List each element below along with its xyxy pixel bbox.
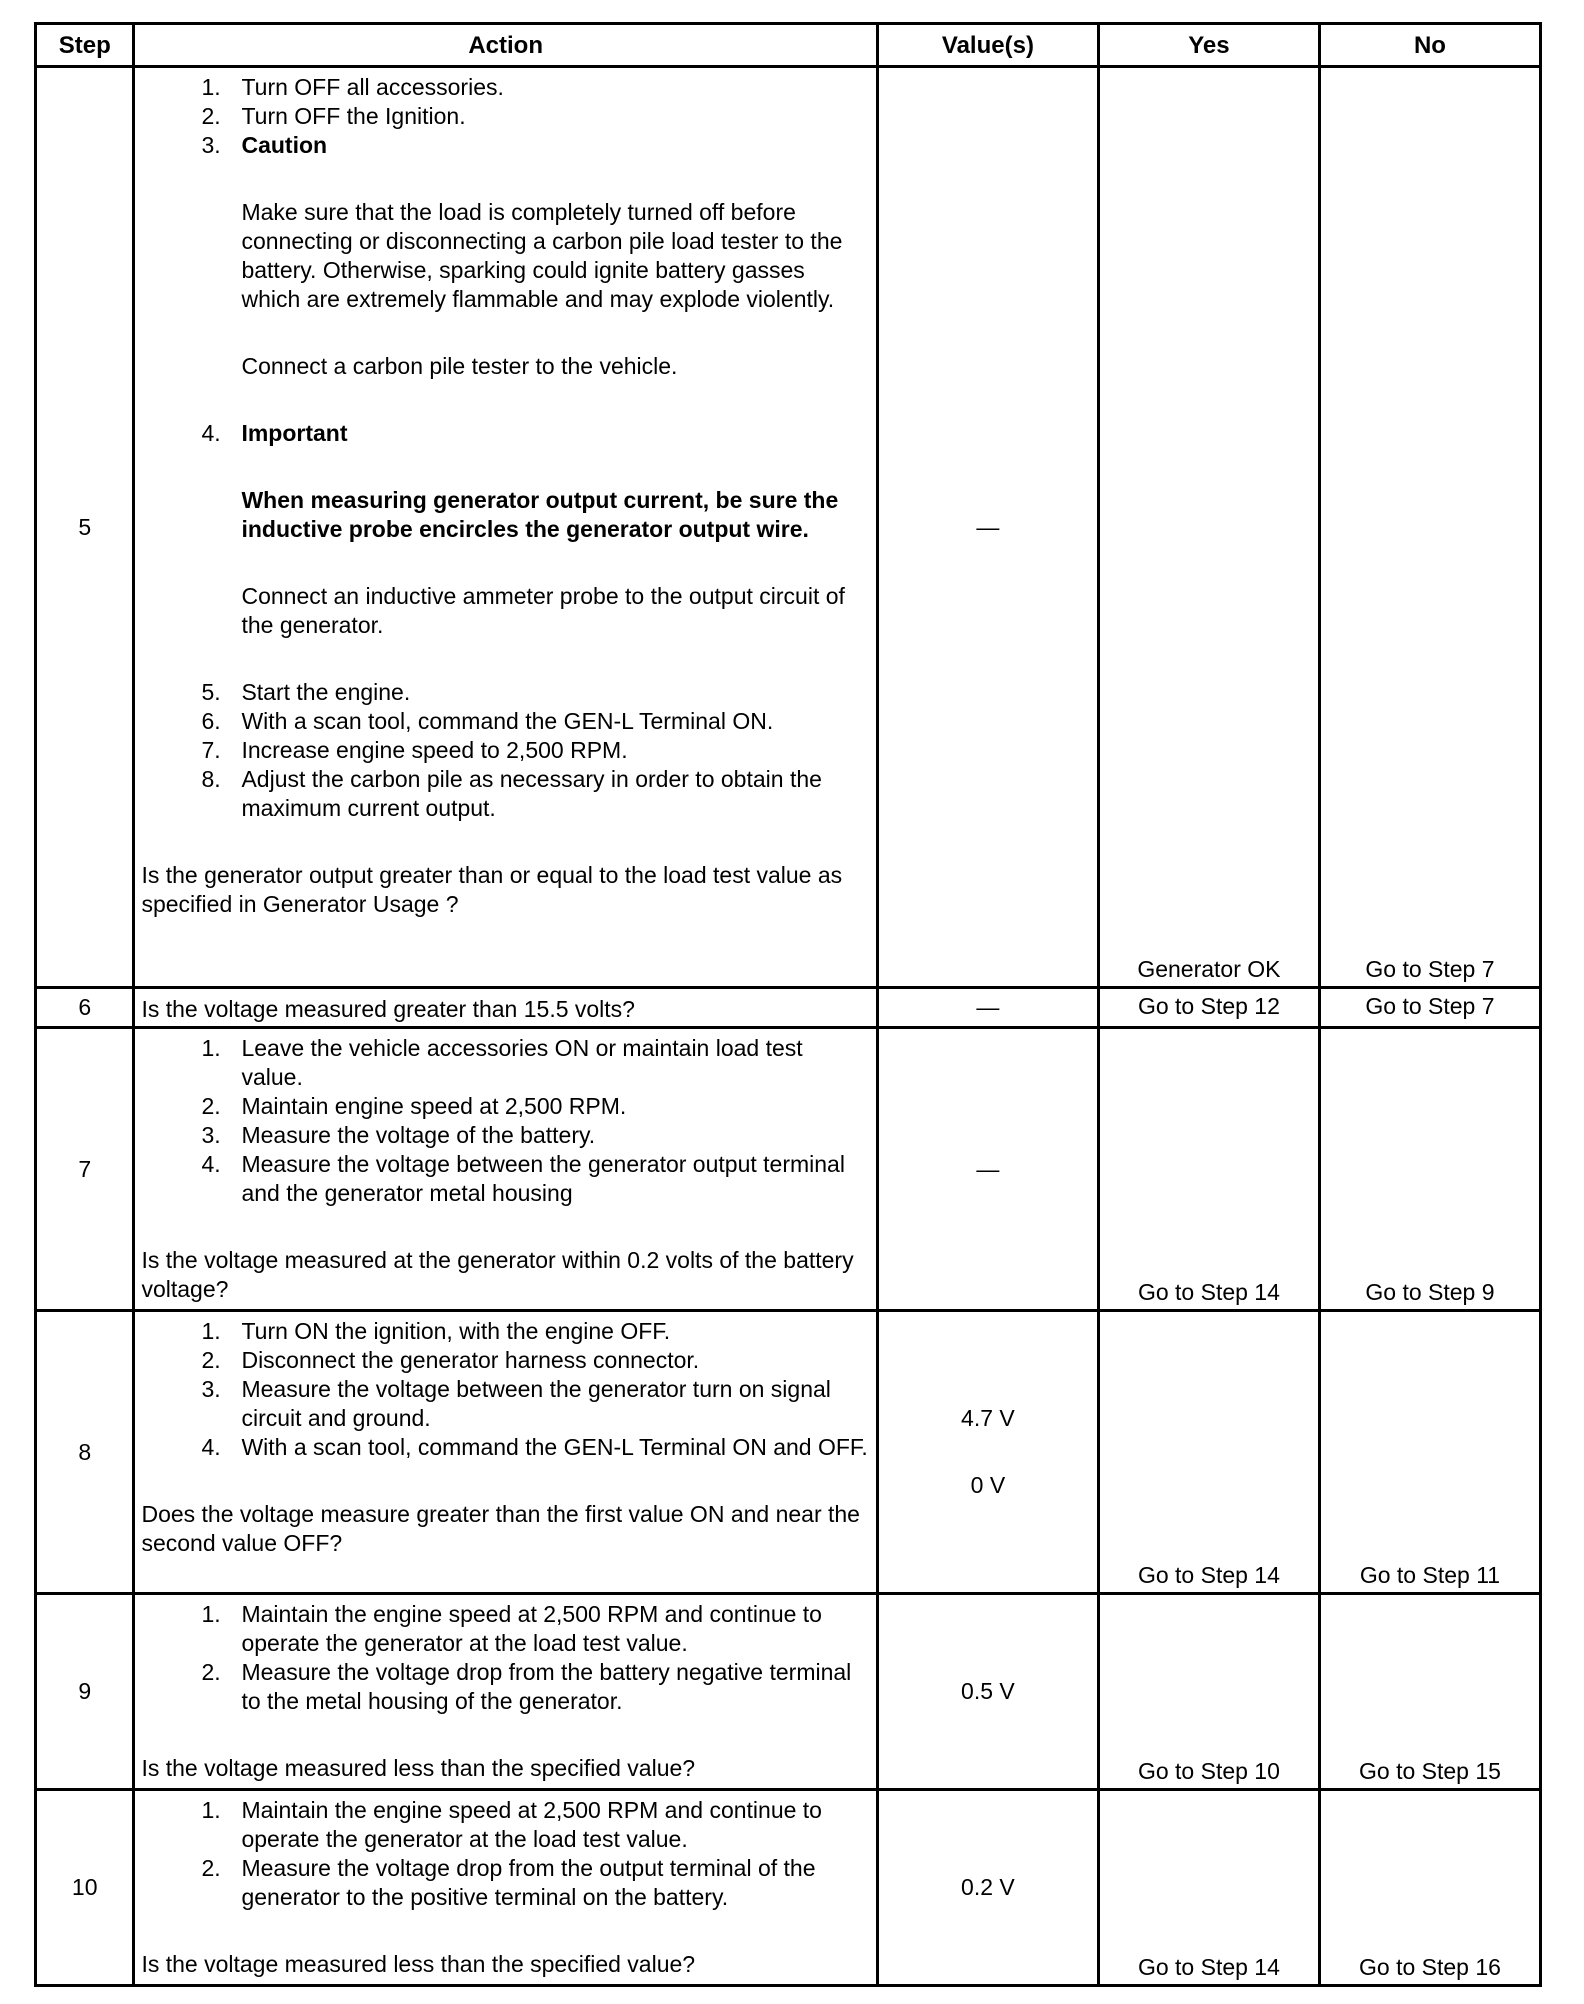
- value-cell: —: [877, 1028, 1098, 1311]
- value-cell: —: [877, 67, 1098, 988]
- value-cell: 0.5 V: [877, 1594, 1098, 1790]
- list-item: 8. Adjust the carbon pile as necessary in order to obtain the maximum current output.: [201, 766, 822, 821]
- header-action: Action: [134, 24, 877, 67]
- yes-cell: Go to Step 10: [1098, 1594, 1319, 1790]
- list-item: 2. Disconnect the generator harness connector.: [201, 1347, 700, 1373]
- header-row: [36, 24, 1541, 67]
- header-step: Step: [36, 24, 134, 67]
- caution-text: Make sure that the load is completely turned off before connecting or disconnecting a carbon pile load tester to the battery. Otherwise, sparking could ignite battery gasses which are extremely flammable and may explode violently.: [241, 199, 843, 312]
- list-item: 7. Increase engine speed to 2,500 RPM.: [201, 737, 628, 763]
- list-item: 4. Measure the voltage between the generator output terminal and the generator metal housing: [201, 1151, 845, 1206]
- list-item: 3. Caution: [141, 131, 869, 160]
- value-cell: [877, 1311, 1098, 1594]
- yes-cell: Generator OK: [1098, 67, 1319, 988]
- action-cell: [134, 1028, 877, 1311]
- action-cell: [134, 1594, 877, 1790]
- list-item: 6. With a scan tool, command the GEN-L Terminal ON.: [201, 708, 774, 734]
- list-item: 2. Maintain engine speed at 2,500 RPM.: [201, 1093, 627, 1119]
- list-item: 1. Turn ON the ignition, with the engine OFF.: [201, 1318, 671, 1344]
- important-action: Connect an inductive ammeter probe to the output circuit of the generator.: [241, 583, 845, 638]
- list-item: 2. Measure the voltage drop from the output terminal of the generator to the positive terminal on the battery.: [201, 1855, 816, 1910]
- yes-cell: Go to Step 12: [1098, 988, 1319, 1028]
- question-text: Is the voltage measured less than the specified value?: [141, 1951, 696, 1977]
- question-text: Does the voltage measure greater than the first value ON and near the second value OFF?: [141, 1501, 860, 1556]
- table-row-step-6: [36, 988, 1541, 1028]
- action-cell: [134, 1311, 877, 1594]
- value-cell: 0.2 V: [877, 1790, 1098, 1986]
- list-item: 4. With a scan tool, command the GEN-L Terminal ON and OFF.: [201, 1434, 868, 1460]
- value-on: 4.7 V: [961, 1405, 1015, 1431]
- header-no: No: [1319, 24, 1540, 67]
- value-cell: —: [877, 988, 1098, 1028]
- table-row-step-5: [36, 67, 1541, 988]
- table-row-step-10: [36, 1790, 1541, 1986]
- question-text: Is the generator output greater than or equal to the load test value as specified in Generator Usage ?: [141, 862, 843, 917]
- step-number: 9: [36, 1594, 134, 1790]
- no-cell: Go to Step 11: [1319, 1311, 1540, 1594]
- value-off: 0 V: [970, 1472, 1006, 1498]
- step-number: 6: [36, 988, 134, 1028]
- important-heading: Important: [241, 420, 348, 446]
- table-row-step-8: [36, 1311, 1541, 1594]
- list-item: 3. Measure the voltage between the generator turn on signal circuit and ground.: [201, 1376, 831, 1431]
- no-cell: Go to Step 15: [1319, 1594, 1540, 1790]
- list-item: 1. Maintain the engine speed at 2,500 RPM and continue to operate the generator at the load test value.: [201, 1601, 822, 1656]
- no-cell: Go to Step 7: [1319, 988, 1540, 1028]
- action-cell: [134, 67, 877, 988]
- caution-action: Connect a carbon pile tester to the vehicle.: [241, 353, 678, 379]
- yes-cell: Go to Step 14: [1098, 1790, 1319, 1986]
- header-yes: Yes: [1098, 24, 1319, 67]
- list-item: 5. Start the engine.: [201, 679, 411, 705]
- list-item: 1. Maintain the engine speed at 2,500 RPM and continue to operate the generator at the load test value.: [201, 1797, 822, 1852]
- header-values: Value(s): [877, 24, 1098, 67]
- yes-cell: Go to Step 14: [1098, 1311, 1319, 1594]
- table-row-step-7: [36, 1028, 1541, 1311]
- step-number: 5: [36, 67, 134, 988]
- question-text: Is the voltage measured less than the specified value?: [141, 1755, 696, 1781]
- list-item: 1. Leave the vehicle accessories ON or maintain load test value.: [201, 1035, 803, 1090]
- no-cell: Go to Step 7: [1319, 67, 1540, 988]
- no-cell: Go to Step 16: [1319, 1790, 1540, 1986]
- important-text: When measuring generator output current, be sure the inductive probe encircles the generator output wire.: [241, 487, 839, 542]
- list-item: 3. Measure the voltage of the battery.: [201, 1122, 596, 1148]
- list-item: 1. Turn OFF all accessories.: [201, 74, 504, 100]
- list-item: 2. Turn OFF the Ignition.: [201, 103, 466, 129]
- caution-heading: Caution: [241, 132, 328, 158]
- step-number: 8: [36, 1311, 134, 1594]
- no-cell: Go to Step 9: [1319, 1028, 1540, 1311]
- question-text: Is the voltage measured greater than 15.5 volts?: [134, 988, 877, 1028]
- step-number: 7: [36, 1028, 134, 1311]
- list-item: 4. Important: [141, 419, 869, 448]
- question-text: Is the voltage measured at the generator within 0.2 volts of the battery voltage?: [141, 1247, 854, 1302]
- yes-cell: Go to Step 14: [1098, 1028, 1319, 1311]
- step-number: 10: [36, 1790, 134, 1986]
- action-cell: [134, 1790, 877, 1986]
- list-item: 2. Measure the voltage drop from the battery negative terminal to the metal housing of the generator.: [201, 1659, 852, 1714]
- diagnostic-table: [34, 22, 1542, 1987]
- table-row-step-9: [36, 1594, 1541, 1790]
